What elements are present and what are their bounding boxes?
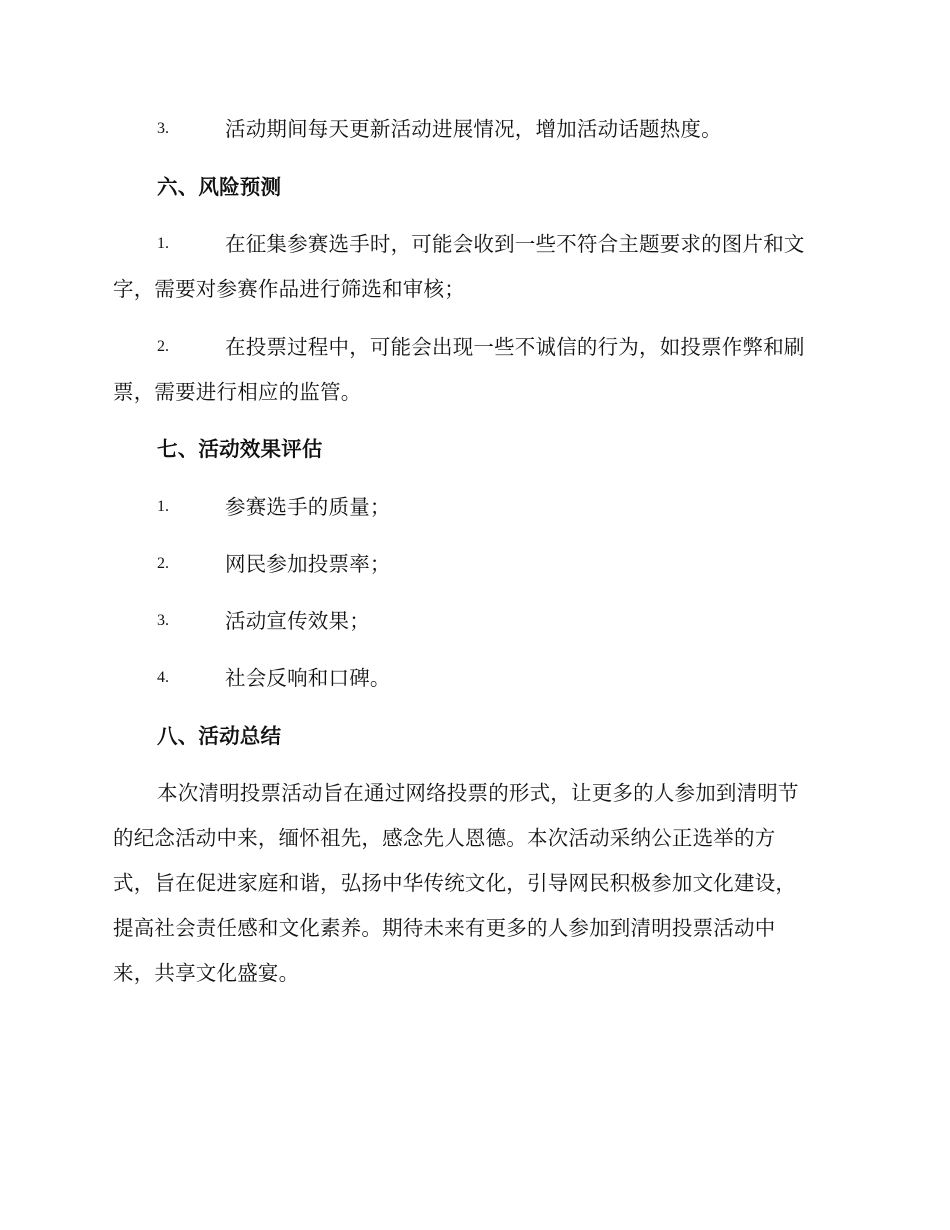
list-item-text-continuation: 票，需要进行相应的监管。	[113, 380, 362, 404]
section-heading-risk: 六、风险预测	[157, 175, 282, 199]
summary-paragraph-line: 本次清明投票活动旨在通过网络投票的形式，让更多的人参加到清明节	[157, 781, 799, 805]
list-item-number: 3.	[157, 612, 169, 629]
list-item-number: 1.	[157, 498, 169, 515]
summary-paragraph-line: 的纪念活动中来，缅怀祖先，感念先人恩德。本次活动采纳公正选举的方	[113, 826, 776, 850]
list-item-text: 网民参加投票率；	[225, 552, 391, 576]
list-item-number: 2.	[157, 555, 169, 572]
list-item-text: 活动期间每天更新活动进展情况，增加活动话题热度。	[225, 117, 722, 141]
list-item-text: 在征集参赛选手时，可能会收到一些不符合主题要求的图片和文	[225, 232, 805, 256]
list-item-text: 在投票过程中，可能会出现一些不诚信的行为，如投票作弊和刷	[225, 335, 805, 359]
list-item-number: 2.	[157, 338, 169, 355]
list-item-number: 4.	[157, 669, 169, 686]
list-item-text: 社会反响和口碑。	[225, 666, 391, 690]
list-item-number: 3.	[157, 120, 169, 137]
summary-paragraph-line: 式，旨在促进家庭和谐，弘扬中华传统文化，引导网民积极参加文化建设，	[113, 871, 797, 895]
list-item-text: 参赛选手的质量；	[225, 495, 391, 519]
summary-paragraph-line: 来，共享文化盛宴。	[113, 961, 300, 985]
list-item-number: 1.	[157, 235, 169, 252]
list-item-text: 活动宣传效果；	[225, 609, 370, 633]
section-heading-summary: 八、活动总结	[157, 724, 282, 748]
list-item-text-continuation: 字，需要对参赛作品进行筛选和审核；	[113, 277, 465, 301]
summary-paragraph-line: 提高社会责任感和文化素养。期待未来有更多的人参加到清明投票活动中	[113, 916, 776, 940]
section-heading-evaluation: 七、活动效果评估	[157, 437, 323, 461]
